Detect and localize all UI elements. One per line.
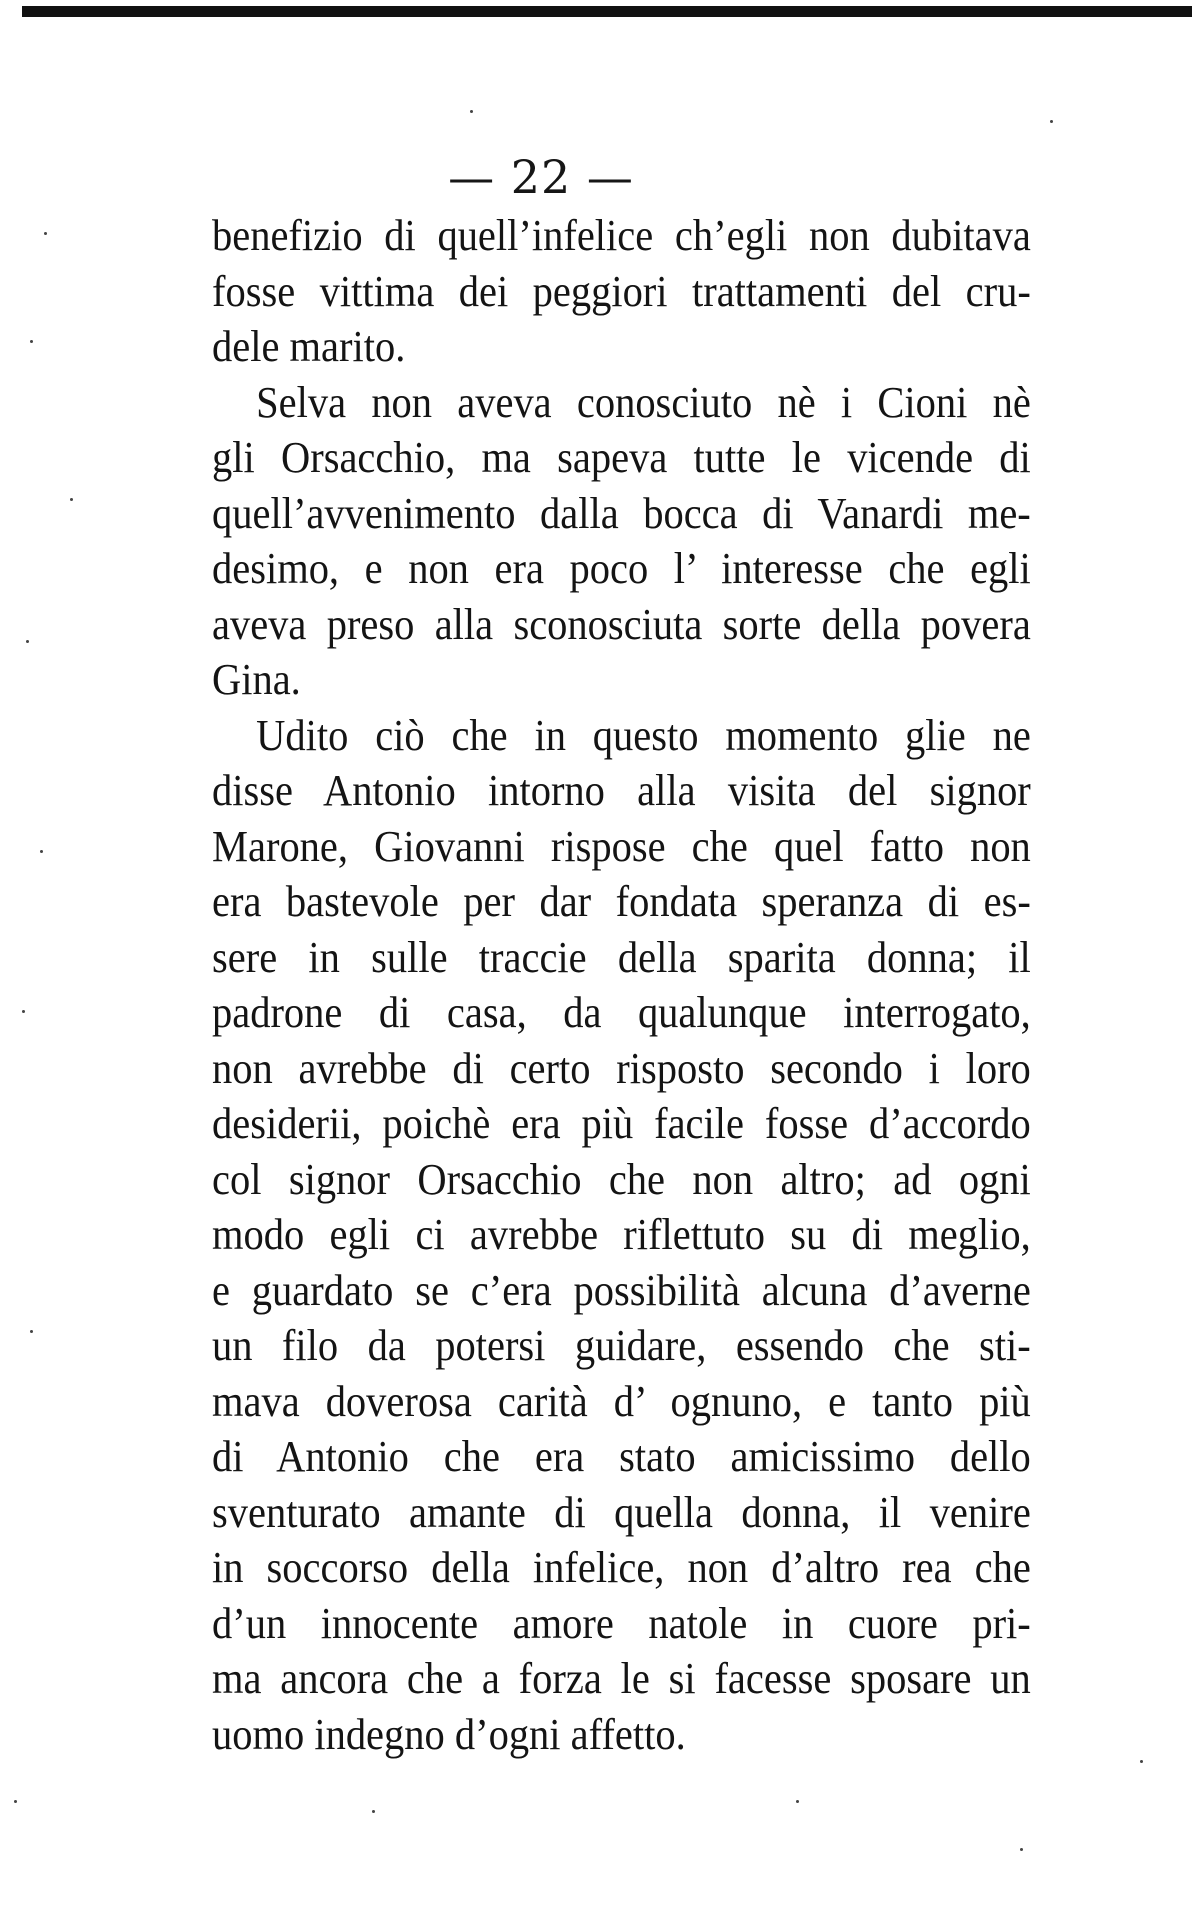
text-line: Selva non aveva conosciuto nè i Cioni nè: [256, 377, 1031, 427]
text-line: d’un innocente amore natole in cuore pri-: [212, 1598, 1031, 1648]
text-line: uomo indegno d’ogni affetto.: [212, 1709, 686, 1759]
text-line: desiderii, poichè era più facile fosse d’accordo: [212, 1099, 1031, 1148]
text-line: un filo da potersi guidare, essendo che sti-: [212, 1321, 1031, 1370]
text-line: sventurato amante di quella donna, il venire: [212, 1487, 1031, 1537]
text-line: Udito ciò che in questo momento glie ne: [256, 710, 1031, 760]
text-line: Gina.: [212, 655, 301, 704]
text-line: di Antonio che era stato amicissimo dello: [212, 1432, 1031, 1481]
top-border-rule: [22, 6, 1192, 17]
text-line: gli Orsacchio, ma sapeva tutte le vicende di: [212, 433, 1031, 482]
text-line: Marone, Giovanni rispose che quel fatto non: [212, 821, 1031, 871]
text-line: e guardato se c’era possibilità alcuna d’averne: [212, 1265, 1031, 1315]
text-line: col signor Orsacchio che non altro; ad ogni: [212, 1154, 1031, 1204]
text-line: mava doverosa carità d’ ognuno, e tanto più: [212, 1376, 1031, 1426]
text-line: non avrebbe di certo risposto secondo i loro: [212, 1043, 1031, 1093]
text-line: in soccorso della infelice, non d’altro rea che: [212, 1543, 1031, 1592]
text-line: padrone di casa, da qualunque interrogato,: [212, 988, 1031, 1037]
body-text: [212, 208, 1031, 1762]
text-line: disse Antonio intorno alla visita del signor: [212, 766, 1031, 815]
text-line: dele marito.: [212, 322, 406, 371]
text-line: desimo, e non era poco l’ interesse che egli: [212, 544, 1031, 593]
text-line: benefizio di quell’infelice ch’egli non dubitava: [212, 211, 1031, 260]
text-line: modo egli ci avrebbe riflettuto su di meglio,: [212, 1210, 1031, 1259]
text-line: ma ancora che a forza le si facesse sposare un: [212, 1654, 1031, 1703]
text-line: sere in sulle traccie della sparita donna; il: [212, 932, 1031, 982]
text-line: era bastevole per dar fondata speranza di es-: [212, 877, 1031, 926]
text-line: quell’avvenimento dalla bocca di Vanardi me-: [212, 488, 1031, 538]
page-number: — 22 —: [448, 150, 634, 204]
text-line: fosse vittima dei peggiori trattamenti del cru-: [212, 266, 1031, 316]
text-line: aveva preso alla sconosciuta sorte della povera: [212, 599, 1031, 649]
